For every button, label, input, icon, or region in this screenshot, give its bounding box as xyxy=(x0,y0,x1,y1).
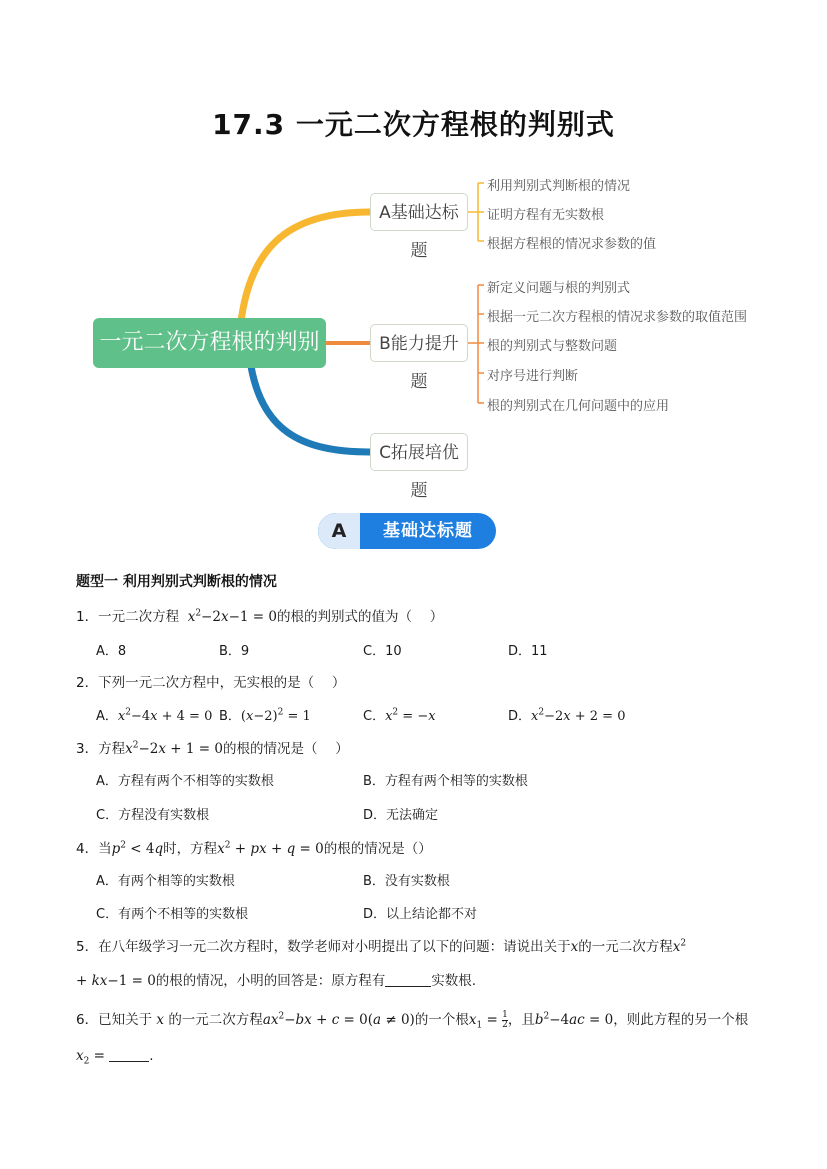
leaf-a-1: 利用判别式判断根的情况 xyxy=(487,179,631,194)
q4-option-d: D．以上结论都不对 xyxy=(363,907,478,922)
question-1: 1．一元二次方程 $x^2-2x-1 = 0$的根的判别式的值为（ ） xyxy=(76,608,444,625)
section-banner-text: 基础达标题 xyxy=(383,521,473,541)
q2-option-d: D．$x^2-2x + 2 = 0$ xyxy=(508,707,626,724)
section-letter: A xyxy=(318,513,360,549)
branch-c-node: C拓展培优题 xyxy=(370,433,468,471)
q1-option-a: A．8 xyxy=(96,644,127,659)
q3-option-c: C．方程没有实数根 xyxy=(96,808,210,823)
leaf-b-3: 根的判别式与整数问题 xyxy=(487,339,618,354)
section-heading: 题型一 利用判别式判断根的情况 xyxy=(76,574,277,590)
leaf-b-1: 新定义问题与根的判别式 xyxy=(487,281,631,296)
q2-option-b: B．$(x-2)^2 = 1$ xyxy=(219,707,311,724)
branch-c-curve xyxy=(250,360,370,452)
section-banner xyxy=(318,513,496,549)
q4-option-c: C．有两个不相等的实数根 xyxy=(96,907,249,922)
leaf-b-5: 根的判别式在几何问题中的应用 xyxy=(487,399,670,414)
question-5-line-2: + kx−1 = 0的根的情况，小明的回答是：原方程有 实数根. xyxy=(76,973,477,989)
question-5-line-1: 5．在八年级学习一元二次方程时，数学老师对小明提出了以下的问题：请说出关于x的一元二次方程$x^2$ xyxy=(76,938,687,955)
q3-option-a: A．方程有两个不相等的实数根 xyxy=(96,774,274,789)
branch-a-leaf-brackets xyxy=(468,183,484,241)
q1-option-c: C．10 xyxy=(363,644,402,659)
q6-answer-blank[interactable] xyxy=(109,1049,149,1062)
question-2: 2．下列一元二次方程中，无实根的是（ ） xyxy=(76,675,346,691)
leaf-a-3: 根据方程根的情况求参数的值 xyxy=(487,237,657,252)
leaf-b-4: 对序号进行判断 xyxy=(487,369,579,384)
question-6-line-1: 6．已知关于 x 的一元二次方程$ax^2-bx + c = 0(a \ne 0)$的一个根$x_1$ = $\frac{1}{2}$ ，且$b^2-4ac = 0$，则此方程的另一个根 xyxy=(76,1009,749,1031)
q3-option-b: B．方程有两个相等的实数根 xyxy=(363,774,528,789)
mindmap-center-node: 一元二次方程根的判别式 xyxy=(93,318,326,368)
page-title: 17.3 一元二次方程根的判别式 xyxy=(212,108,615,141)
q1-option-b: B．9 xyxy=(219,644,250,659)
q5-answer-blank[interactable] xyxy=(385,974,431,987)
q2-option-c: C．$x^2 = -x$ xyxy=(363,707,436,724)
q2-option-a: A．$x^2-4x + 4 = 0$ xyxy=(96,707,213,724)
q1-option-d: D．11 xyxy=(508,644,548,659)
leaf-a-2: 证明方程有无实数根 xyxy=(487,208,605,223)
question-6-line-2: $x_2$ = . xyxy=(76,1048,154,1067)
question-3: 3．方程$x^2-2x + 1 = 0$的根的情况是（ ） xyxy=(76,740,349,757)
branch-a-node: A基础达标题 xyxy=(370,193,468,231)
q3-option-d: D．无法确定 xyxy=(363,808,439,823)
q4-option-a: A．有两个相等的实数根 xyxy=(96,874,235,889)
leaf-b-2: 根据一元二次方程根的情况求参数的取值范围 xyxy=(487,310,748,325)
branch-b-node: B能力提升题 xyxy=(370,324,468,362)
question-4: 4．当$p^2 < 4q$时，方程$x^2$ + px + q = 0的根的情况是（） xyxy=(76,840,432,857)
q4-option-b: B．没有实数根 xyxy=(363,874,450,889)
branch-a-curve xyxy=(240,212,370,330)
branch-b-leaf-brackets xyxy=(468,285,484,403)
